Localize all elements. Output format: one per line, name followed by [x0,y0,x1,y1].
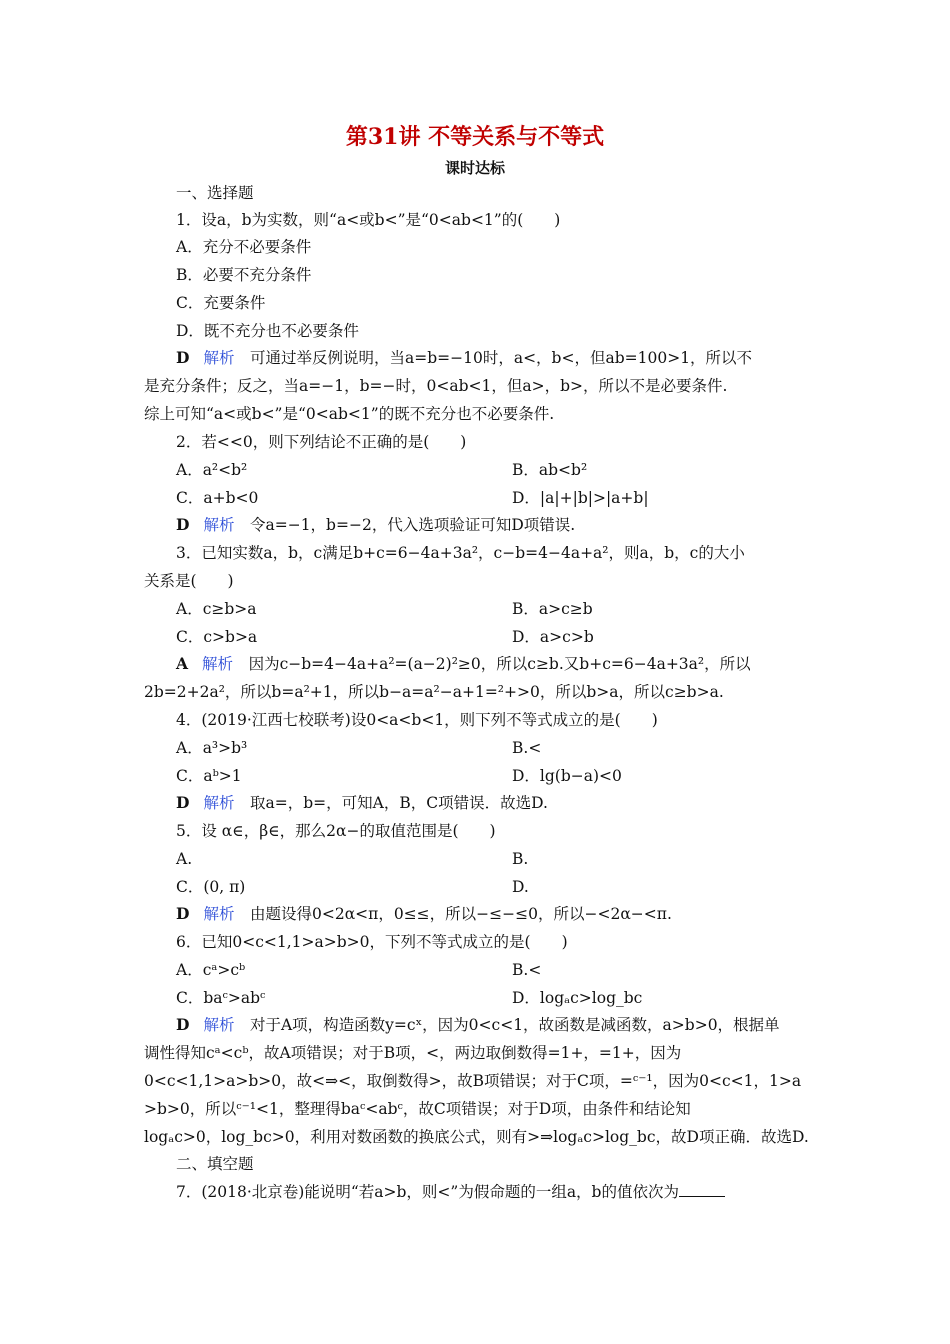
q2-solution-line-1 [176,514,575,536]
question-7 [176,1181,725,1203]
q2-option-d: D．|a|+|b|>|a+b| [512,489,649,507]
q5-option-d: D. [512,878,529,896]
q6-answer: D [176,1015,190,1034]
q5-option-b: B. [512,850,529,868]
q6-option-b: B.< [512,961,542,979]
q5-solution-line-1 [176,903,672,925]
question-3-cont: 关系是( ) [144,572,234,590]
question-6: 6．已知0<c<1,1>a>b>0，下列不等式成立的是( ) [176,933,568,951]
q4-answer: D [176,793,190,812]
q3-answer: A [176,654,189,673]
q5-option-a: A. [176,850,193,868]
question-3: 3．已知实数a，b，c满足b+c=6−4a+3a²，c−b=4−4a+a²，则a，b，c的大小 [176,544,745,562]
q6-solution-line-4: >b>0，所以ᶜ⁻¹<1，整理得baᶜ<abᶜ，故C项错误；对于D项，由条件和结论知 [144,1100,691,1118]
q1-option-a: A．充分不必要条件 [176,238,312,256]
q6-option-d: D．logₐc>log_bc [512,989,643,1007]
q4-solution-line-1 [176,792,548,814]
answer-blank [679,1182,725,1197]
q3-option-d: D．a>c>b [512,628,594,646]
q1-solution-text: 可通过举反例说明，当a=b=−10时，a<，b<，但ab=100>1，所以不 [249,349,753,367]
q6-solution-line-3: 0<c<1,1>a>b>0，故<⇒<，取倒数得>，故B项错误；对于C项，=ᶜ⁻¹，因为0<c<1，1>a [144,1072,802,1090]
q3-option-a: A．c≥b>a [176,600,257,618]
q3-solution-text: 因为c−b=4−4a+a²=(a−2)²≥0，所以c≥b.又b+c=6−4a+3a²，所以 [248,655,751,673]
q1-option-c: C．充要条件 [176,294,266,312]
q5-solution-text: 由题设得0<2α<π，0≤≤，所以−≤−≤0，所以−<2α−<π. [249,905,672,923]
q2-option-a: A．a²<b² [176,461,248,479]
question-5: 5．设 α∈，β∈，那么2α−的取值范围是( ) [176,822,496,840]
page-title: 第31讲 不等关系与不等式 [345,124,605,150]
q4-option-b: B.< [512,739,542,757]
q6-option-a: A．cᵃ>cᵇ [176,961,246,979]
q4-solution-text: 取a=，b=，可知A，B，C项错误．故选D. [249,794,548,812]
q6-solution-text: 对于A项，构造函数y=cˣ，因为0<c<1，故函数是减函数，a>b>0，根据单 [249,1016,780,1034]
q1-option-d: D．既不充分也不必要条件 [176,322,359,340]
q1-option-b: B．必要不充分条件 [176,266,312,284]
jiexi-label: 解析 [202,655,234,673]
question-4: 4．(2019·江西七校联考)设0<a<b<1，则下列不等式成立的是( ) [176,711,658,729]
q4-option-d: D．lg(b−a)<0 [512,767,622,785]
jiexi-label: 解析 [203,905,235,923]
q3-solution-line-1 [176,653,751,675]
q4-option-a: A．a³>b³ [176,739,248,757]
question-2: 2．若<<0，则下列结论不正确的是( ) [176,433,467,451]
jiexi-label: 解析 [203,349,235,367]
q3-option-b: B．a>c≥b [512,600,593,618]
q3-option-c: C．c>b>a [176,628,258,646]
q2-option-b: B．ab<b² [512,461,588,479]
question-1: 1．设a，b为实数，则“a<或b<”是“0<ab<1”的( ) [176,211,561,229]
q4-option-c: C．aᵇ>1 [176,767,242,785]
q2-answer: D [176,515,190,534]
jiexi-label: 解析 [203,516,235,534]
q6-solution-line-5: logₐc>0，log_bc>0，利用对数函数的换底公式，则有>⇒logₐc>log_bc，故D项正确．故选D. [144,1128,809,1146]
q5-answer: D [176,904,190,923]
q1-solution-line-2: 是充分条件；反之，当a=−1，b=−时，0<ab<1，但a>，b>，所以不是必要条件. [144,377,728,395]
page-subtitle: 课时达标 [444,159,505,177]
q2-solution-text: 令a=−1，b=−2，代入选项验证可知D项错误. [249,516,576,534]
q6-option-c: C．baᶜ>abᶜ [176,989,266,1007]
q6-solution-line-1 [176,1014,780,1036]
q2-option-c: C．a+b<0 [176,489,259,507]
section-fill: 二、填空题 [176,1155,254,1173]
q1-solution-line-1 [176,347,752,369]
q6-solution-line-2: 调性得知cᵃ<cᵇ，故A项错误；对于B项，<，两边取倒数得=1+，=1+，因为 [144,1044,682,1062]
q3-solution-line-2: 2b=2+2a²，所以b=a²+1，所以b−a=a²−a+1=²+>0，所以b>a，所以c≥b>a. [144,683,724,701]
question-7-text: 7．(2018·北京卷)能说明“若a>b，则<”为假命题的一组a，b的值依次为 [176,1183,679,1201]
jiexi-label: 解析 [203,1016,235,1034]
jiexi-label: 解析 [203,794,235,812]
q5-option-c: C．(0, π) [176,878,246,896]
q1-answer: D [176,348,190,367]
q1-solution-line-3: 综上可知“a<或b<”是“0<ab<1”的既不充分也不必要条件. [144,405,555,423]
section-choice: 一、选择题 [176,184,254,202]
